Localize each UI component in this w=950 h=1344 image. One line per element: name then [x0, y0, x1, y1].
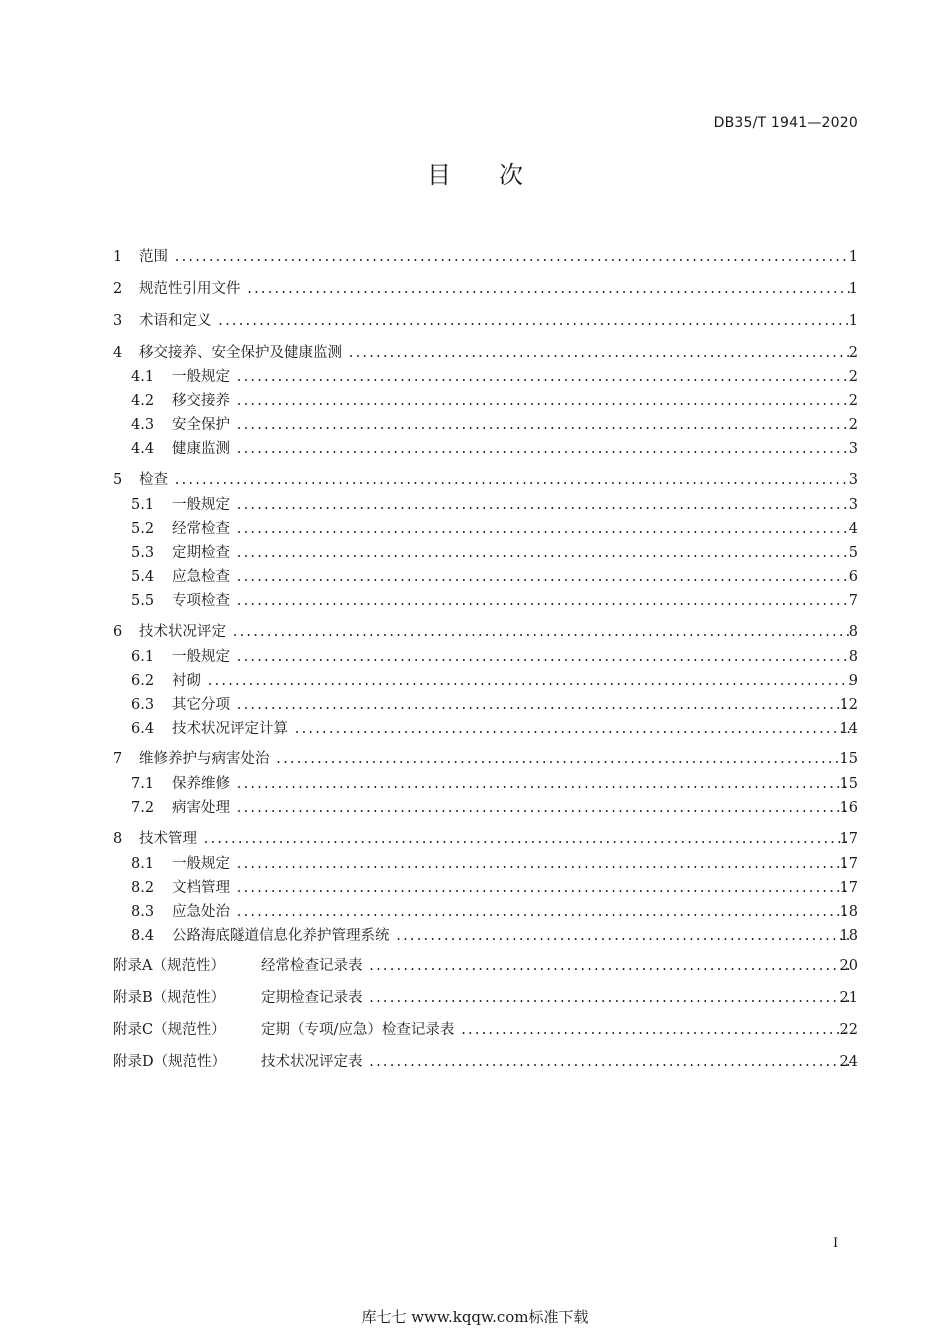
toc-entry-page: 2 — [848, 369, 858, 385]
toc-entry-number: 6.3 — [131, 697, 155, 713]
toc-entry-number: 5.1 — [131, 497, 155, 513]
toc-entry-number: 5.4 — [131, 569, 155, 585]
toc-entry-page: 18 — [839, 928, 858, 944]
toc-entry-page: 17 — [839, 880, 858, 896]
toc-entry-page: 24 — [839, 1054, 858, 1070]
page-title: 目次 — [427, 161, 571, 189]
toc-entry-page: 21 — [839, 990, 858, 1006]
toc-entry-page: 22 — [839, 1022, 858, 1038]
toc-entry-number: 6.1 — [131, 649, 155, 665]
toc-entry-page: 20 — [839, 958, 858, 974]
toc-entry-number: 1 — [113, 249, 123, 265]
toc-entry-title: 其它分项 ..... — [172, 694, 850, 716]
toc-entry[interactable] — [0, 694, 950, 716]
toc-entry[interactable] — [0, 748, 950, 770]
toc-entry-page: 17 — [839, 831, 858, 847]
toc-entry[interactable] — [0, 646, 950, 668]
toc-entry-number: 6.2 — [131, 673, 155, 689]
toc-entry-number: 5.5 — [131, 593, 155, 609]
toc-entry-number: 8.2 — [131, 880, 155, 896]
toc-entry-number: 4.3 — [131, 417, 155, 433]
toc-entry-number: 5.2 — [131, 521, 155, 537]
toc-entry[interactable] — [0, 278, 950, 300]
toc-entry[interactable] — [0, 621, 950, 643]
toc-entry-page: 8 — [848, 624, 858, 640]
toc-entry-number: 5 — [113, 472, 123, 488]
toc-entry-number: 4.4 — [131, 441, 155, 457]
toc-entry-title: 健康监测 ..... — [172, 438, 850, 460]
toc-entry-page: 8 — [848, 649, 858, 665]
toc-entry[interactable] — [0, 828, 950, 850]
toc-entry[interactable] — [0, 414, 950, 436]
toc-entry-title: 经常检查记录表 ..... — [261, 955, 850, 977]
toc-entry-page: 3 — [848, 497, 858, 513]
toc-entry-title: 安全保护 ..... — [172, 414, 850, 436]
toc-entry-number: 2 — [113, 281, 123, 297]
toc-entry-title: 衬砌 ..... — [172, 670, 850, 692]
toc-entry-title: 应急处治 ..... — [172, 901, 850, 923]
toc-entry-page: 1 — [848, 313, 858, 329]
footer-watermark-text: 库七七 www.kqqw.com标准下载 — [361, 1308, 589, 1326]
toc-entry-title: 病害处理 ..... — [172, 797, 850, 819]
toc-entry-title: 维修养护与病害处治 ..... — [139, 748, 850, 770]
toc-entry-title: 一般规定 ..... — [172, 646, 850, 668]
toc-entry-title: 技术状况评定表 ..... — [261, 1051, 850, 1073]
page-number: I — [833, 1236, 839, 1251]
toc-entry-number: 6 — [113, 624, 123, 640]
toc-entry-title: 应急检查 ..... — [172, 566, 850, 588]
toc-entry-title: 一般规定 ..... — [172, 366, 850, 388]
toc-entry-number: 7 — [113, 751, 123, 767]
toc-entry-page: 18 — [839, 904, 858, 920]
toc-entry-page: 4 — [848, 521, 858, 537]
toc-entry-number: 5.3 — [131, 545, 155, 561]
toc-entry[interactable] — [0, 366, 950, 388]
toc-entry-title: 移交接养、安全保护及健康监测 ..... — [139, 342, 850, 364]
toc-entry-page: 2 — [848, 393, 858, 409]
toc-entry[interactable] — [0, 670, 950, 692]
toc-entry-title: 技术管理 ..... — [139, 828, 850, 850]
toc-entry[interactable] — [0, 877, 950, 899]
toc-entry-number: 6.4 — [131, 721, 155, 737]
toc-entry-title: 一般规定 ..... — [172, 853, 850, 875]
toc-entry-number: 8 — [113, 831, 123, 847]
toc-entry-title: 定期检查 ..... — [172, 542, 850, 564]
toc-entry[interactable] — [0, 542, 950, 564]
toc-entry-page: 7 — [848, 593, 858, 609]
toc-entry[interactable] — [0, 773, 950, 795]
toc-entry-number: 7.2 — [131, 800, 155, 816]
toc-entry-number: 4.2 — [131, 393, 155, 409]
toc-entry-title: 保养维修 ..... — [172, 773, 850, 795]
toc-entry-number: 4.1 — [131, 369, 155, 385]
toc-entry-number: 4 — [113, 345, 123, 361]
toc-entry[interactable] — [0, 955, 950, 977]
toc-entry-page: 2 — [848, 417, 858, 433]
toc-entry-title: 专项检查 ..... — [172, 590, 850, 612]
toc-entry-title: 定期检查记录表 ..... — [261, 987, 850, 1009]
toc-entry-number: 附录C（规范性） — [113, 1022, 226, 1038]
document-code: DB35/T 1941—2020 — [713, 115, 858, 131]
toc-entry-number: 7.1 — [131, 776, 155, 792]
toc-entry-page: 12 — [839, 697, 858, 713]
toc-entry[interactable] — [0, 518, 950, 540]
toc-entry[interactable] — [0, 246, 950, 268]
toc-entry-page: 3 — [848, 441, 858, 457]
toc-entry-title: 范围 ..... — [139, 246, 850, 268]
toc-entry-number: 附录B（规范性） — [113, 990, 226, 1006]
toc-entry-page: 17 — [839, 856, 858, 872]
toc-entry-page: 1 — [848, 281, 858, 297]
toc-entry-title: 经常检查 ..... — [172, 518, 850, 540]
toc-entry[interactable] — [0, 494, 950, 516]
toc-entry-number: 附录A（规范性） — [113, 958, 225, 974]
toc-entry-page: 16 — [839, 800, 858, 816]
toc-entry-title: 技术状况评定 ..... — [139, 621, 850, 643]
toc-entry[interactable] — [0, 718, 950, 740]
toc-entry[interactable] — [0, 1051, 950, 1073]
toc-entry-title: 技术状况评定计算 ..... — [172, 718, 850, 740]
toc-entry[interactable] — [0, 342, 950, 364]
toc-entry[interactable] — [0, 310, 950, 332]
toc-entry-page: 5 — [848, 545, 858, 561]
toc-entry-page: 9 — [848, 673, 858, 689]
toc-entry-number: 8.3 — [131, 904, 155, 920]
toc-entry[interactable] — [0, 469, 950, 491]
toc-entry-title: 术语和定义 ..... — [139, 310, 850, 332]
toc-entry[interactable] — [0, 1019, 950, 1041]
toc-entry[interactable] — [0, 797, 950, 819]
toc-entry-number: 8.4 — [131, 928, 155, 944]
toc-entry-number: 3 — [113, 313, 123, 329]
toc-entry-page: 3 — [848, 472, 858, 488]
toc-entry[interactable] — [0, 438, 950, 460]
toc-entry-page: 2 — [848, 345, 858, 361]
toc-entry-page: 6 — [848, 569, 858, 585]
toc-entry[interactable] — [0, 987, 950, 1009]
toc-entry-page: 15 — [839, 776, 858, 792]
toc-entry-title: 公路海底隧道信息化养护管理系统 ..... — [172, 925, 850, 947]
toc-entry-page: 15 — [839, 751, 858, 767]
toc-entry-title: 文档管理 ..... — [172, 877, 850, 899]
toc-entry[interactable] — [0, 901, 950, 923]
toc-entry-number: 附录D（规范性） — [113, 1054, 227, 1070]
toc-entry[interactable] — [0, 566, 950, 588]
toc-entry-title: 一般规定 ..... — [172, 494, 850, 516]
toc-entry-title: 移交接养 ..... — [172, 390, 850, 412]
toc-entry-title: 定期（专项/应急）检查记录表 ..... — [261, 1019, 850, 1041]
toc-entry[interactable] — [0, 390, 950, 412]
toc-entry-title: 检查 ..... — [139, 469, 850, 491]
toc-entry-number: 8.1 — [131, 856, 155, 872]
toc-entry-page: 1 — [848, 249, 858, 265]
toc-entry[interactable] — [0, 590, 950, 612]
toc-entry[interactable] — [0, 853, 950, 875]
toc-entry[interactable] — [0, 925, 950, 947]
toc-entry-title: 规范性引用文件 ..... — [139, 278, 850, 300]
toc-entry-page: 14 — [839, 721, 858, 737]
